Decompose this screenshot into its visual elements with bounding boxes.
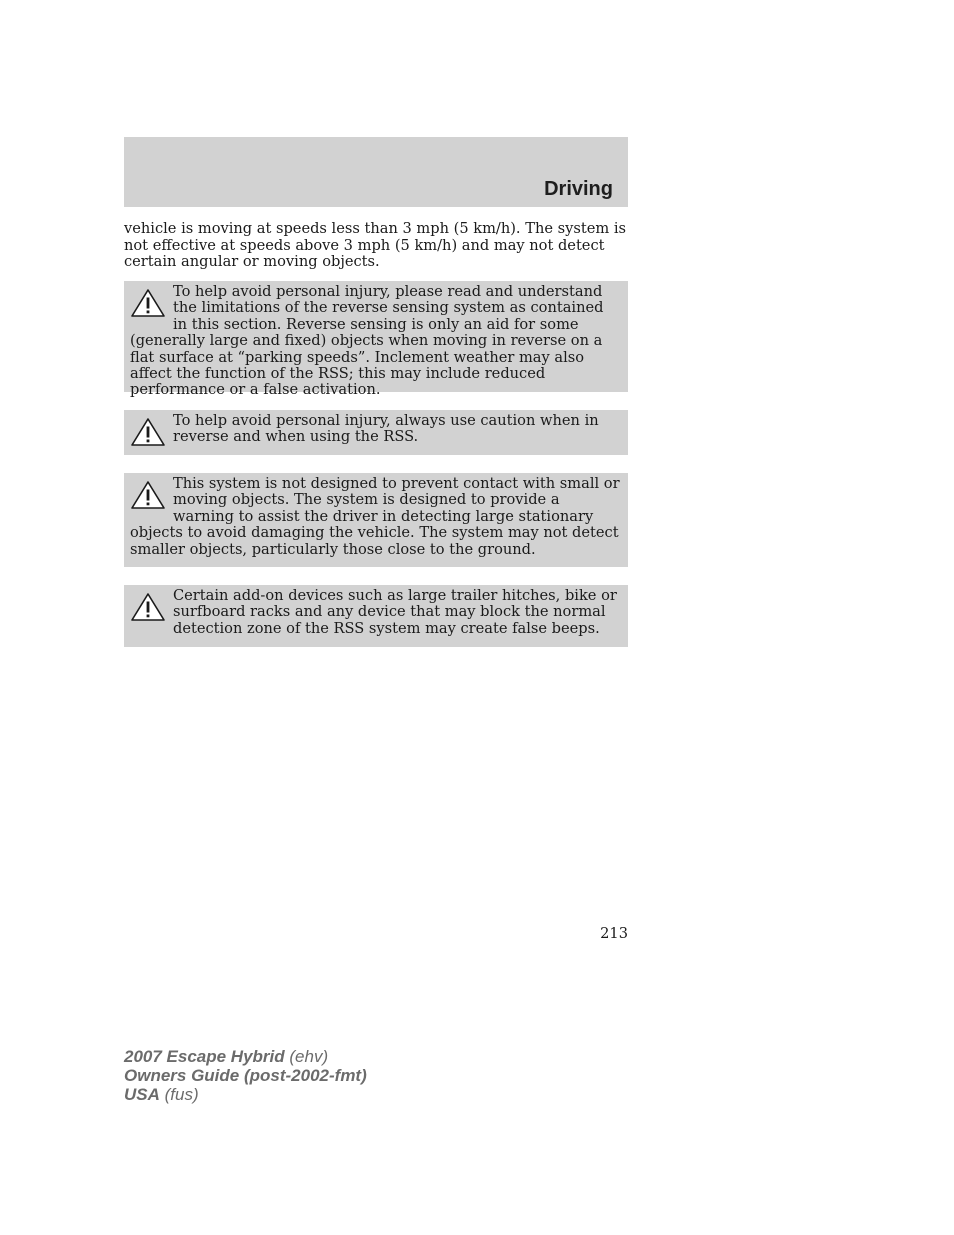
footer-region-code: (fus) <box>159 1085 199 1104</box>
warning-triangle-icon <box>130 417 166 447</box>
warning-box-3 <box>124 473 628 567</box>
warning-triangle-icon <box>130 592 166 622</box>
footer-model-code: (ehv) <box>284 1047 329 1066</box>
footer-guide: Owners Guide (post-2002-fmt) <box>124 1066 367 1085</box>
warning-triangle-icon <box>130 288 166 318</box>
warning-triangle-icon <box>130 480 166 510</box>
warning-text-3: This system is not designed to prevent contact with small or moving objects. The system is designed to provide a warning to assist the driver in detecting large stationary objects to avoid damaging the vehicle. The system may not detect smaller objects, particularly those close to the ground. <box>130 475 620 558</box>
footer-line-3 <box>124 1085 367 1104</box>
section-header <box>124 137 628 207</box>
footer-line-1 <box>124 1047 367 1066</box>
warning-text-4: Certain add-on devices such as large trailer hitches, bike or surfboard racks and any device that may block the normal detection zone of the RSS system may create false beeps. <box>173 587 617 637</box>
footer-region: USA <box>124 1085 160 1104</box>
intro-paragraph: vehicle is moving at speeds less than 3 mph (5 km/h). The system is not effective at speeds above 3 mph (5 km/h) and may not detect certain angular or moving objects. <box>124 220 626 271</box>
warning-box-1 <box>124 281 628 399</box>
warning-box-4 <box>124 585 628 647</box>
warning-text-1: To help avoid personal injury, please read and understand the limitations of the reverse sensing system as contained in this section. Reverse sensing is only an aid for some (generally large and fixed) objects when moving in reverse on a flat surface at “parking speeds”. Inclement weather may also affect the function of the RSS; this may include reduced performance or a false activation. <box>130 283 604 399</box>
footer-model: 2007 Escape Hybrid <box>124 1047 285 1066</box>
section-title: Driving <box>544 178 613 200</box>
page-number: 213 <box>600 925 628 942</box>
footer-line-2 <box>124 1066 367 1085</box>
warning-box-2 <box>124 410 628 455</box>
footer-imprint <box>124 1047 367 1104</box>
warning-text-2: To help avoid personal injury, always use caution when in reverse and when using the RSS. <box>173 412 599 446</box>
